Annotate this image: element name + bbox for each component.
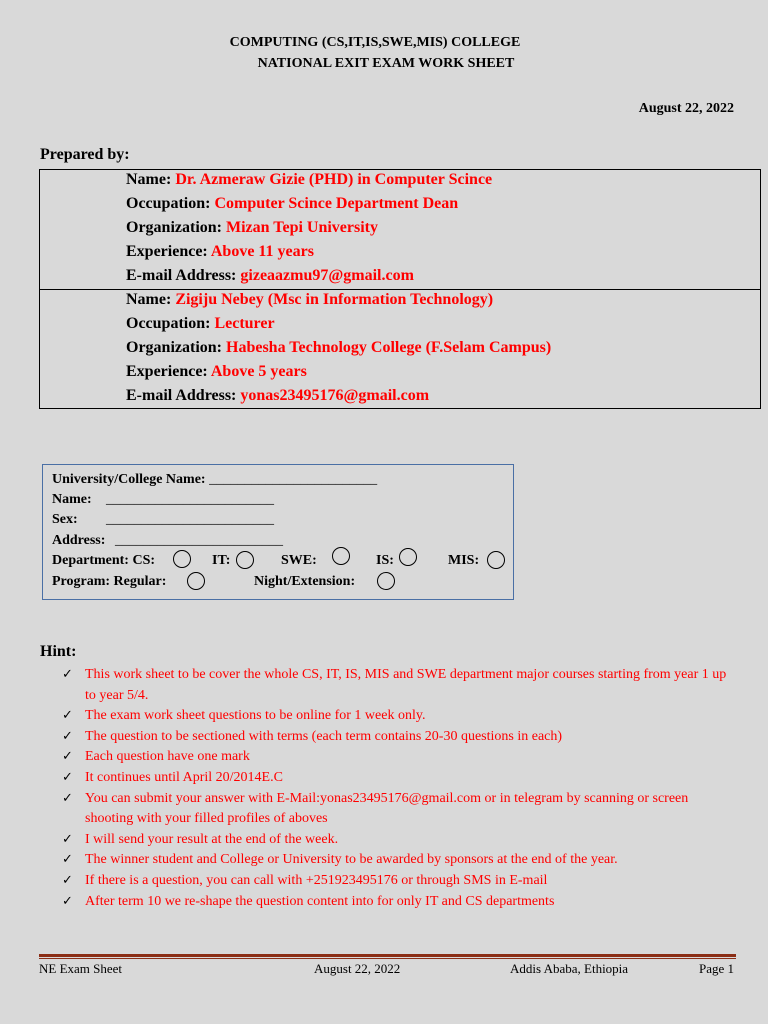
dept-swe-radio[interactable] <box>332 547 350 565</box>
address-field <box>52 533 105 549</box>
checkmark-icon: ✓ <box>62 872 73 888</box>
checkmark-icon: ✓ <box>62 831 73 847</box>
name-blank[interactable] <box>106 492 274 508</box>
checkmark-icon: ✓ <box>62 852 73 868</box>
preparer-1-experience-row <box>126 240 492 264</box>
hint-text: The exam work sheet questions to be online for 1 week only. <box>85 708 426 724</box>
preparer-2-email: yonas23495176@gmail.com <box>240 387 430 404</box>
preparer-1-name-row <box>126 168 492 192</box>
footer-left: NE Exam Sheet <box>39 961 123 976</box>
checkmark-icon: ✓ <box>62 749 73 765</box>
preparer-1-email-row <box>126 264 492 288</box>
hint-text: This work sheet to be cover the whole CS, IT, IS, MIS and SWE department major courses starting from year 1 up to year 5/4. <box>85 667 727 703</box>
address-blank-line[interactable]: ________________________ <box>115 533 283 548</box>
address-blank[interactable] <box>115 533 283 549</box>
hint-item <box>62 665 732 706</box>
preparer-1-organization-row <box>126 216 492 240</box>
sex-blank[interactable] <box>106 512 274 528</box>
hint-item <box>62 892 732 913</box>
hint-item <box>62 768 732 789</box>
checkmark-icon: ✓ <box>62 769 73 785</box>
hint-item <box>62 706 732 727</box>
checkmark-icon: ✓ <box>62 790 73 806</box>
name-blank-line[interactable]: ________________________ <box>106 492 274 507</box>
preparer-2-name-row <box>126 288 551 312</box>
hint-text: It continues until April 20/2014E.C <box>85 769 283 785</box>
hint-item <box>62 727 732 748</box>
footer-date: August 22, 2022 <box>314 961 401 976</box>
preparer-1-name: Dr. Azmeraw Gizie (PHD) in Computer Scince <box>175 171 493 188</box>
sex-label: Sex: <box>52 512 78 527</box>
hint-item <box>62 871 732 892</box>
experience-label: Experience: <box>126 243 211 260</box>
email-label: E-mail Address: <box>126 267 241 284</box>
hint-text: Each question have one mark <box>85 749 250 765</box>
document-title-line2: NATIONAL EXIT EXAM WORK SHEET <box>257 56 515 71</box>
checkmark-icon: ✓ <box>62 708 73 724</box>
dept-it-radio[interactable] <box>236 551 254 569</box>
checkmark-icon: ✓ <box>62 667 73 682</box>
preparer-2-occupation-row <box>126 312 551 336</box>
occupation-label: Occupation: <box>126 195 215 212</box>
preparer-1-occupation: Computer Scince Department Dean <box>214 195 459 212</box>
name-label: Name: <box>126 171 176 188</box>
university-label: University/College Name: <box>52 472 206 487</box>
hint-text: The winner student and College or University to be awarded by sponsors at the end of the year. <box>85 852 618 868</box>
program-night-radio[interactable] <box>377 572 395 590</box>
university-field[interactable] <box>52 472 377 488</box>
dept-is-label: IS: <box>376 553 394 568</box>
dept-cs-radio[interactable] <box>173 550 191 568</box>
form-name-label: Name: <box>52 492 92 507</box>
preparer-1-experience: Above 11 years <box>210 243 314 260</box>
preparer-1 <box>126 168 492 288</box>
dept-mis-label: MIS: <box>448 553 480 568</box>
dept-it-label: IT: <box>212 553 231 568</box>
footer-location: Addis Ababa, Ethiopia <box>510 961 629 976</box>
preparer-1-email: gizeaazmu97@gmail.com <box>240 267 414 284</box>
organization-label: Organization: <box>126 339 226 356</box>
preparer-1-organization: Mizan Tepi University <box>226 219 379 236</box>
hint-text: I will send your result at the end of the week. <box>85 831 339 847</box>
dept-mis-radio[interactable] <box>487 551 505 569</box>
preparer-2-organization: Habesha Technology College (F.Selam Campus) <box>226 339 552 356</box>
preparer-2-occupation: Lecturer <box>214 315 275 332</box>
dept-swe-label: SWE: <box>281 553 317 568</box>
hint-heading: Hint: <box>40 643 77 660</box>
hint-text: If there is a question, you can call with +251923495176 or through SMS in E-mail <box>85 872 548 888</box>
prepared-by-heading: Prepared by: <box>40 146 130 163</box>
university-blank[interactable]: ________________________ <box>209 472 378 487</box>
hint-item <box>62 850 732 871</box>
footer-page-number: Page 1 <box>698 961 734 976</box>
preparer-1-occupation-row <box>126 192 492 216</box>
preparer-2 <box>126 288 551 408</box>
footer-rule-thick <box>39 954 736 957</box>
hint-text: You can submit your answer with E-Mail:yonas23495176@gmail.com or in telegram by scanning or screen shooting with your filled profiles of aboves <box>85 790 689 827</box>
program-night-label: Night/Extension: <box>254 574 356 589</box>
hint-list <box>62 665 732 912</box>
hint-item <box>62 789 732 830</box>
address-label: Address: <box>52 533 106 548</box>
experience-label: Experience: <box>126 363 211 380</box>
email-label: E-mail Address: <box>126 387 241 404</box>
checkmark-icon: ✓ <box>62 893 73 909</box>
name-label: Name: <box>126 291 176 308</box>
occupation-label: Occupation: <box>126 315 215 332</box>
hint-text: The question to be sectioned with terms (each term contains 20-30 questions in each) <box>85 728 563 744</box>
hint-text: After term 10 we re-shape the question content into for only IT and CS departments <box>85 893 555 909</box>
dept-is-radio[interactable] <box>399 548 417 566</box>
hint-item <box>62 830 732 851</box>
sex-field <box>52 512 78 528</box>
preparer-2-experience-row <box>126 360 551 384</box>
hint-item <box>62 747 732 768</box>
preparer-2-experience: Above 5 years <box>210 363 307 380</box>
preparer-2-organization-row <box>126 336 551 360</box>
document-date: August 22, 2022 <box>638 101 734 116</box>
preparer-2-name: Zigiju Nebey (Msc in Information Technology) <box>175 291 494 308</box>
organization-label: Organization: <box>126 219 226 236</box>
preparer-2-email-row <box>126 384 551 408</box>
sex-blank-line[interactable]: ________________________ <box>106 512 274 527</box>
department-label: Department: CS: <box>52 553 156 568</box>
document-title-line1: COMPUTING (CS,IT,IS,SWE,MIS) COLLEGE <box>229 35 521 50</box>
name-field <box>52 492 92 508</box>
program-regular-radio[interactable] <box>187 572 205 590</box>
checkmark-icon: ✓ <box>62 728 73 744</box>
footer-rule-thin <box>39 958 736 959</box>
program-label: Program: Regular: <box>52 574 167 589</box>
